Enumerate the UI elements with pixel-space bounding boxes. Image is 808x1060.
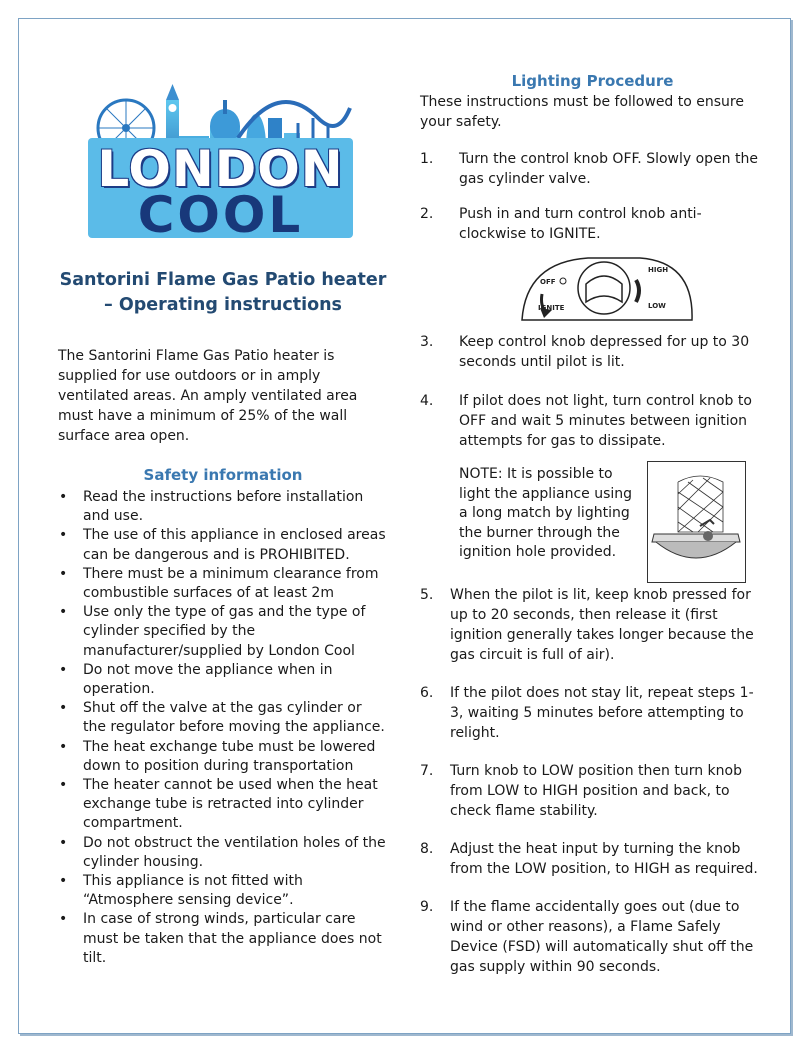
control-knob-diagram bbox=[518, 254, 696, 324]
note-text: NOTE: It is possible to light the appliance using a long match by lighting the burner through the ignition hole provided. bbox=[459, 466, 633, 560]
logo-line2: COOL bbox=[137, 186, 304, 244]
step-number: 5. bbox=[420, 587, 434, 603]
step-number: 9. bbox=[420, 899, 434, 915]
safety-item-text: Read the instructions before installation and use. bbox=[83, 489, 364, 525]
step-number: 3. bbox=[420, 334, 434, 350]
step-text: When the pilot is lit, keep knob pressed for up to 20 seconds, then release it (first ignition generally takes longer because the gas circuit is full of air). bbox=[450, 587, 754, 663]
step-text: Keep control knob depressed for up to 30 seconds until pilot is lit. bbox=[459, 334, 750, 370]
bullet-icon: • bbox=[59, 661, 68, 678]
step-text: Adjust the heat input by turning the knob from the LOW position, to HIGH as required. bbox=[450, 841, 758, 877]
safety-item-text: This appliance is not fitted with “Atmosphere sensing device”. bbox=[83, 873, 303, 909]
bullet-icon: • bbox=[59, 777, 68, 794]
safety-item-text: There must be a minimum clearance from combustible surfaces of at least 2m bbox=[83, 565, 379, 602]
step-text: Turn knob to LOW position then turn knob from LOW to HIGH position and back, to check flame stability. bbox=[450, 763, 742, 819]
safety-item-text: The heat exchange tube must be lowered down to position during transportation bbox=[83, 738, 376, 774]
bullet-icon: • bbox=[59, 834, 68, 851]
safety-item bbox=[58, 526, 388, 564]
safety-item-text: Do not obstruct the ventilation holes of the cylinder housing. bbox=[83, 834, 386, 870]
london-cool-logo bbox=[88, 78, 353, 244]
knob-label-ignite: IGNITE bbox=[538, 304, 565, 312]
safety-item bbox=[58, 699, 388, 737]
step-number: 6. bbox=[420, 685, 434, 701]
bullet-icon: • bbox=[59, 527, 68, 544]
step-2 bbox=[420, 204, 765, 244]
safety-heading: Safety information bbox=[143, 466, 303, 484]
safety-item-text: Do not move the appliance when in operation. bbox=[83, 661, 333, 698]
step-3 bbox=[420, 332, 765, 372]
step-5 bbox=[420, 585, 765, 665]
left-column bbox=[58, 268, 388, 968]
step-number: 4. bbox=[420, 393, 434, 409]
safety-item bbox=[58, 565, 388, 603]
bullet-icon: • bbox=[59, 911, 68, 928]
step-number: 1. bbox=[420, 151, 434, 167]
bullet-icon: • bbox=[59, 489, 68, 505]
step-number: 7. bbox=[420, 763, 434, 779]
burner-diagram bbox=[647, 461, 746, 583]
step-text: Push in and turn control knob anti-clockwise to IGNITE. bbox=[459, 206, 702, 242]
step-8 bbox=[420, 839, 765, 879]
document-title: Santorini Flame Gas Patio heater – Operating instructions bbox=[59, 270, 387, 315]
step-4 bbox=[420, 391, 765, 451]
step-number: 8. bbox=[420, 841, 434, 857]
step-text: If pilot does not light, turn control knob to OFF and wait 5 minutes between ignition attempts for gas to dissipate. bbox=[459, 393, 752, 449]
knob-label-high: HIGH bbox=[648, 266, 669, 274]
bullet-icon: • bbox=[59, 873, 68, 890]
step-6 bbox=[420, 683, 765, 743]
safety-item-text: The heater cannot be used when the heat exchange tube is retracted into cylinder compartment. bbox=[83, 777, 378, 832]
step-text: If the pilot does not stay lit, repeat steps 1-3, waiting 5 minutes before attempting to relight. bbox=[450, 685, 754, 741]
knob-label-off: OFF bbox=[540, 278, 556, 286]
step-1 bbox=[420, 149, 765, 189]
safety-item bbox=[58, 872, 388, 910]
bullet-icon: • bbox=[59, 700, 68, 717]
safety-list bbox=[58, 488, 388, 968]
safety-item bbox=[58, 776, 388, 834]
logo-line1: LONDON bbox=[97, 140, 344, 198]
lighting-heading: Lighting Procedure bbox=[511, 72, 674, 90]
safety-item-text: The use of this appliance in enclosed areas can be dangerous and is PROHIBITED. bbox=[83, 527, 386, 563]
step-text: Turn the control knob OFF. Slowly open the gas cylinder valve. bbox=[459, 151, 758, 187]
safety-item bbox=[58, 834, 388, 872]
safety-item bbox=[58, 603, 388, 661]
knob-label-low: LOW bbox=[648, 302, 666, 310]
step-9 bbox=[420, 897, 765, 977]
step-7 bbox=[420, 761, 765, 821]
bullet-icon: • bbox=[59, 738, 68, 755]
safety-item bbox=[58, 661, 388, 699]
document-intro: The Santorini Flame Gas Patio heater is supplied for use outdoors or in amply ventilated areas. An amply ventilated area must have a minimum of 25% of the wall surface area open. bbox=[58, 348, 358, 444]
safety-item bbox=[58, 488, 388, 526]
step-number: 2. bbox=[420, 206, 434, 222]
bullet-icon: • bbox=[59, 565, 68, 582]
bullet-icon: • bbox=[59, 604, 68, 621]
note-block bbox=[420, 465, 765, 583]
step-text: If the flame accidentally goes out (due to wind or other reasons), a Flame Safely Device (FSD) will automatically shut off the gas supply within 90 seconds. bbox=[450, 899, 754, 975]
safety-item bbox=[58, 910, 388, 968]
safety-item-text: Shut off the valve at the gas cylinder or the regulator before moving the appliance. bbox=[83, 700, 385, 736]
control-knob-icon bbox=[518, 254, 696, 324]
lighting-intro: These instructions must be followed to ensure your safety. bbox=[420, 94, 744, 130]
right-column bbox=[420, 72, 765, 977]
safety-item bbox=[58, 738, 388, 776]
safety-item-text: Use only the type of gas and the type of cylinder specified by the manufacturer/supplied by London Cool bbox=[83, 604, 366, 659]
burner-icon bbox=[648, 462, 745, 582]
safety-item-text: In case of strong winds, particular care must be taken that the appliance does not tilt. bbox=[83, 911, 382, 966]
